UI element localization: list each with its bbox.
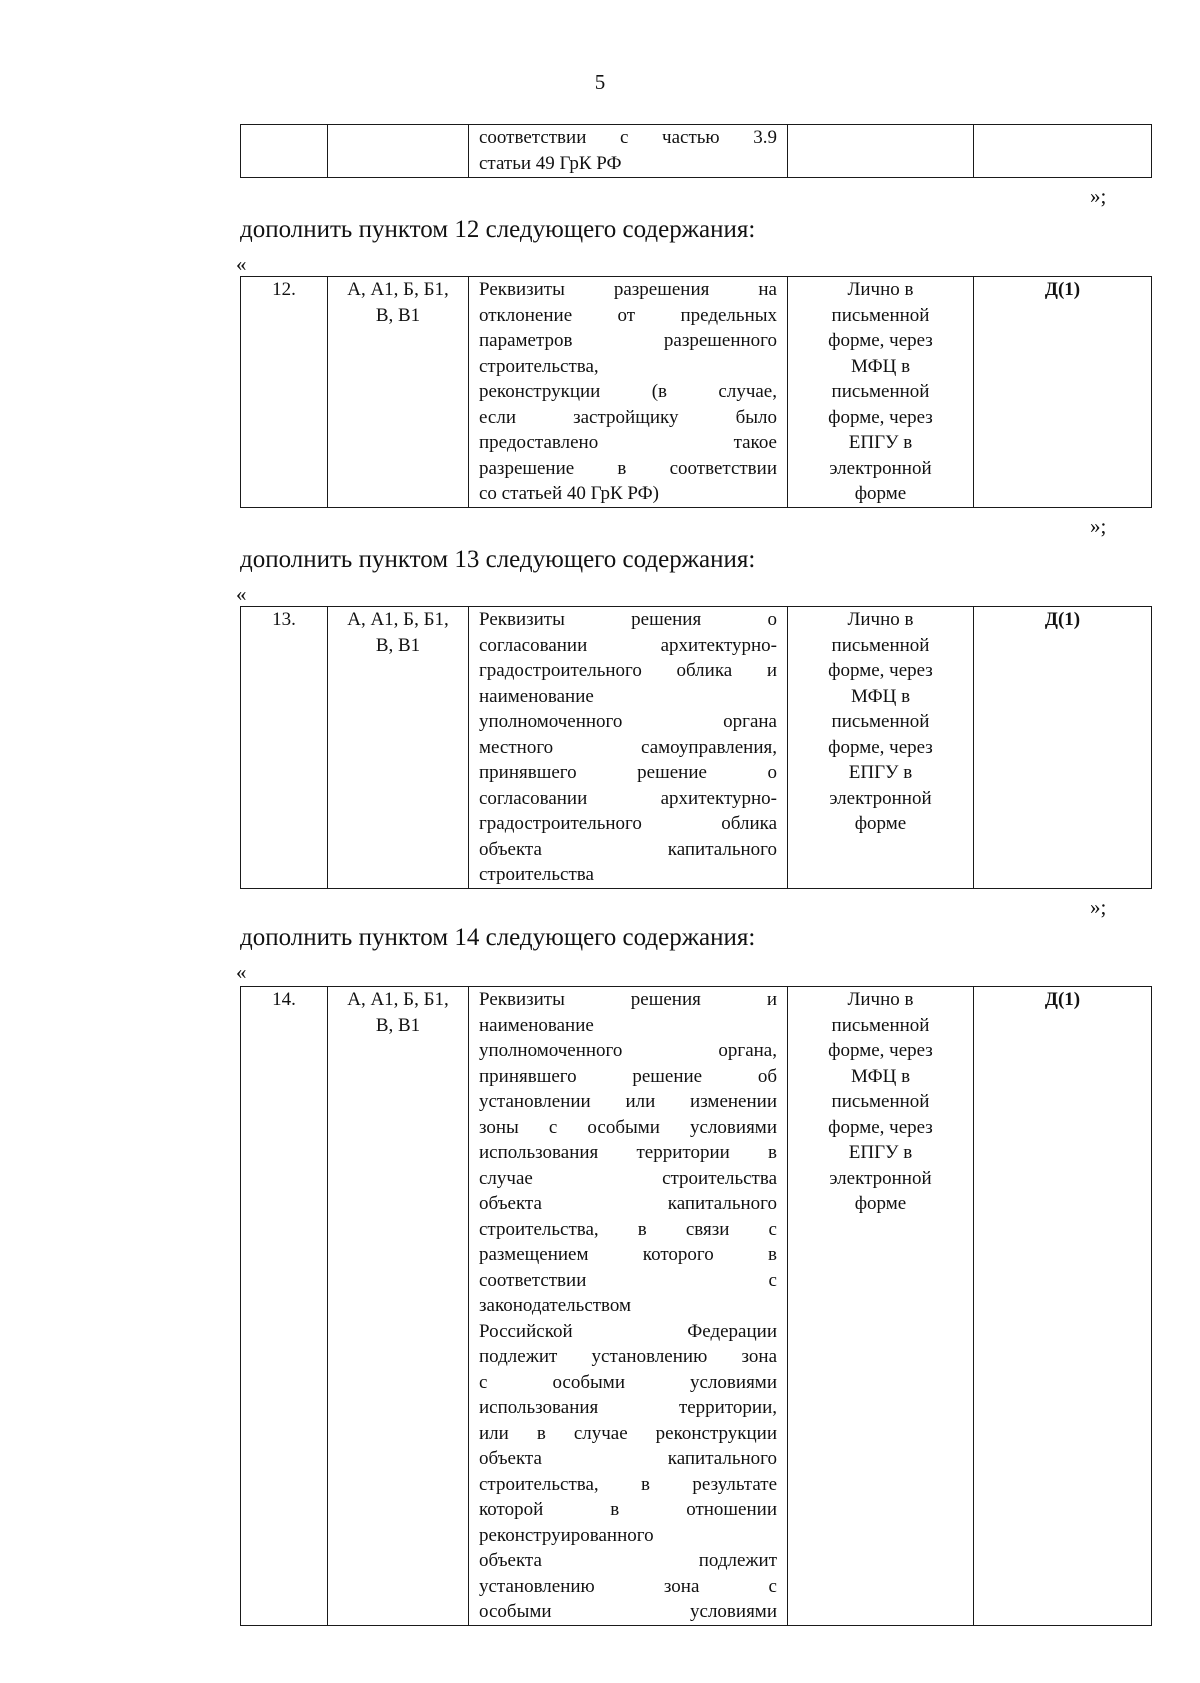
cell-method xyxy=(788,987,974,1626)
cell-categories xyxy=(328,277,469,508)
cell-code: Д(1) xyxy=(974,607,1152,889)
method-line: форме, через xyxy=(828,736,933,758)
description-line: случае строительства xyxy=(479,1167,777,1189)
method-line: форме xyxy=(854,1193,907,1214)
description-line: Реквизиты решения и xyxy=(479,989,777,1010)
description-line: Реквизиты решения о xyxy=(479,609,777,630)
description-line: особыми условиями xyxy=(479,1601,777,1622)
description-line: уполномоченного органа xyxy=(479,711,777,732)
method-line: письменной xyxy=(831,1014,930,1036)
description-line: статьи 49 ГрК РФ xyxy=(479,152,622,174)
cell-method xyxy=(788,125,974,178)
closing-quote: »; xyxy=(1090,184,1107,208)
table-item-12 xyxy=(240,276,1152,508)
description-line: соответствии с частью 3.9 xyxy=(479,127,777,148)
closing-quote: »; xyxy=(1090,514,1107,538)
description-line: объекта капитального xyxy=(479,838,777,860)
description-line: согласовании архитектурно- xyxy=(479,634,777,656)
method-line: ЕПГУ в xyxy=(848,762,913,783)
intro-item-13: дополнить пунктом 13 следующего содержания: xyxy=(240,546,756,573)
method-line: МФЦ в xyxy=(850,685,911,707)
description-line: подлежит установлению зона xyxy=(479,1346,777,1367)
description-line: которой в отношении xyxy=(479,1499,777,1520)
method-line: письменной xyxy=(831,634,930,656)
description-line: с особыми условиями xyxy=(479,1371,777,1393)
cell-number: 14. xyxy=(241,987,328,1626)
method-line: МФЦ в xyxy=(850,1065,911,1087)
cell-categories xyxy=(328,125,469,178)
method-line: письменной xyxy=(831,711,930,732)
description-line: или в случае реконструкции xyxy=(479,1422,777,1444)
description-line: наименование xyxy=(479,1014,594,1036)
method-line: письменной xyxy=(831,1091,930,1112)
categories-line: А, А1, Б, Б1, xyxy=(347,609,449,630)
description-line: строительства, в результате xyxy=(479,1473,777,1495)
method-line: форме xyxy=(854,813,907,834)
method-line: Лично в xyxy=(847,609,914,630)
description-line: наименование xyxy=(479,685,594,707)
description-line: объекта капитального xyxy=(479,1193,777,1214)
method-line: форме, через xyxy=(828,330,933,351)
categories-line: В, В1 xyxy=(375,304,421,326)
description-line: установлению зона с xyxy=(479,1575,777,1597)
method-line: форме, через xyxy=(828,406,933,428)
categories-line: А, А1, Б, Б1, xyxy=(347,989,449,1010)
description-line: градостроительного облика и xyxy=(479,660,777,681)
description-line: если застройщику было xyxy=(479,406,777,428)
method-line: письменной xyxy=(831,304,930,326)
cell-code xyxy=(974,125,1152,178)
table-row xyxy=(241,277,1152,508)
cell-description xyxy=(469,987,788,1626)
description-line: объекта капитального xyxy=(479,1448,777,1469)
cell-description xyxy=(469,277,788,508)
method-line: электронной xyxy=(829,787,932,809)
description-line: объекта подлежит xyxy=(479,1550,777,1571)
description-line: зоны с особыми условиями xyxy=(479,1116,777,1138)
cell-description xyxy=(469,125,788,178)
method-line: ЕПГУ в xyxy=(848,432,913,453)
description-line: местного самоуправления, xyxy=(479,736,777,758)
closing-quote: »; xyxy=(1090,895,1107,919)
cell-code: Д(1) xyxy=(974,987,1152,1626)
table-row xyxy=(241,607,1152,889)
description-line: строительства, xyxy=(479,355,599,377)
description-line: размещением которого в xyxy=(479,1244,777,1265)
cell-number xyxy=(241,125,328,178)
description-line: принявшего решение об xyxy=(479,1065,777,1087)
description-line: разрешение в соответствии xyxy=(479,457,777,479)
cell-number: 12. xyxy=(241,277,328,508)
description-line: строительства, в связи с xyxy=(479,1218,777,1240)
method-line: электронной xyxy=(829,457,932,479)
description-line: реконструкции (в случае, xyxy=(479,381,777,402)
page-number: 5 xyxy=(594,70,606,94)
table-row xyxy=(241,125,1152,178)
cell-description xyxy=(469,607,788,889)
intro-item-12: дополнить пунктом 12 следующего содержания: xyxy=(240,216,756,243)
method-line: форме xyxy=(854,483,907,504)
opening-quote: « xyxy=(236,582,247,606)
table-row xyxy=(241,987,1152,1626)
description-line: отклонение от предельных xyxy=(479,304,777,326)
method-line: ЕПГУ в xyxy=(848,1142,913,1163)
method-line: форме, через xyxy=(828,660,933,681)
description-line: соответствии с xyxy=(479,1269,777,1291)
description-line: уполномоченного органа, xyxy=(479,1040,777,1061)
description-line: законодательством xyxy=(479,1295,632,1316)
method-line: письменной xyxy=(831,381,930,402)
description-line: предоставлено такое xyxy=(479,432,777,453)
cell-method xyxy=(788,277,974,508)
description-line: согласовании архитектурно- xyxy=(479,787,777,809)
description-line: параметров разрешенного xyxy=(479,330,777,351)
cell-categories xyxy=(328,987,469,1626)
method-line: электронной xyxy=(829,1167,932,1189)
categories-line: В, В1 xyxy=(375,634,421,656)
method-line: Лично в xyxy=(847,279,914,300)
intro-item-14: дополнить пунктом 14 следующего содержания: xyxy=(240,924,756,951)
method-line: Лично в xyxy=(847,989,914,1010)
opening-quote: « xyxy=(236,960,247,984)
description-line: реконструированного xyxy=(479,1524,654,1546)
description-line: со статьей 40 ГрК РФ) xyxy=(479,483,659,504)
description-line: строительства xyxy=(479,864,594,885)
cell-code: Д(1) xyxy=(974,277,1152,508)
description-line: Реквизиты разрешения на xyxy=(479,279,777,300)
description-line: градостроительного облика xyxy=(479,813,777,834)
description-line: Российской Федерации xyxy=(479,1320,777,1342)
method-line: форме, через xyxy=(828,1116,933,1138)
cell-method xyxy=(788,607,974,889)
method-line: МФЦ в xyxy=(850,355,911,377)
description-line: установлении или изменении xyxy=(479,1091,777,1112)
opening-quote: « xyxy=(236,252,247,276)
table-previous-tail xyxy=(240,124,1152,178)
categories-line: А, А1, Б, Б1, xyxy=(347,279,449,300)
description-line: использования территории, xyxy=(479,1397,777,1418)
categories-line: В, В1 xyxy=(375,1014,421,1036)
description-line: принявшего решение о xyxy=(479,762,777,783)
method-line: форме, через xyxy=(828,1040,933,1061)
table-item-13 xyxy=(240,606,1152,889)
cell-categories xyxy=(328,607,469,889)
table-item-14 xyxy=(240,986,1152,1626)
description-line: использования территории в xyxy=(479,1142,777,1163)
cell-number: 13. xyxy=(241,607,328,889)
